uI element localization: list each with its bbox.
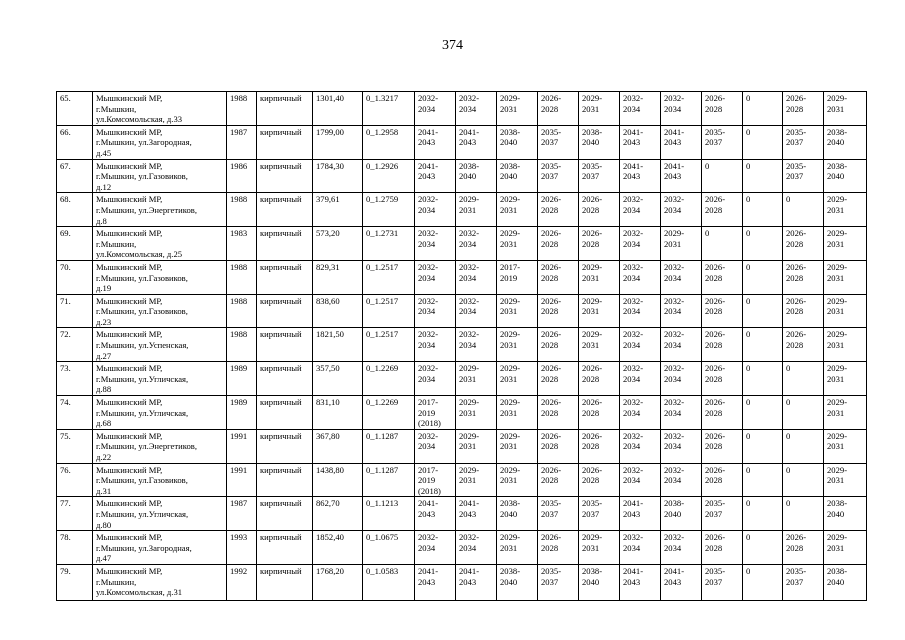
cell-area: 1852,40: [313, 531, 363, 565]
cell-object-code: 0_1.1213: [363, 497, 415, 531]
cell-address: Мышкинский МР, г.Мышкин, ул.Энергетиков, д.8: [93, 193, 227, 227]
cell-address: Мышкинский МР, г.Мышкин, ул.Газовиков, д.31: [93, 463, 227, 497]
cell-period-8: 2026- 2028: [702, 260, 743, 294]
table-row: [57, 463, 867, 497]
cell-row-number: 76.: [57, 463, 93, 497]
page-number: 374: [442, 38, 463, 53]
cell-object-code: 0_1.1287: [363, 463, 415, 497]
table-body: [57, 92, 867, 601]
cell-period-10: 2026- 2028: [783, 227, 824, 261]
cell-period-9: 0: [743, 362, 783, 396]
cell-period-2: 2029- 2031: [456, 463, 497, 497]
cell-period-1: 2041- 2043: [415, 125, 456, 159]
cell-object-code: 0_1.2731: [363, 227, 415, 261]
cell-address: Мышкинский МР, г.Мышкин, ул.Загородная, д.47: [93, 531, 227, 565]
cell-period-5: 2029- 2031: [579, 328, 620, 362]
cell-period-6: 2041- 2043: [620, 125, 661, 159]
cell-object-code: 0_1.0675: [363, 531, 415, 565]
cell-period-6: 2032- 2034: [620, 260, 661, 294]
cell-period-4: 2035- 2037: [538, 497, 579, 531]
table-row: [57, 328, 867, 362]
table-row: [57, 362, 867, 396]
cell-wall-material: кирпичный: [257, 125, 313, 159]
cell-row-number: 65.: [57, 92, 93, 126]
cell-period-3: 2029- 2031: [497, 463, 538, 497]
cell-period-1: 2032- 2034: [415, 193, 456, 227]
cell-period-6: 2032- 2034: [620, 396, 661, 430]
cell-period-7: 2032- 2034: [661, 328, 702, 362]
cell-object-code: 0_1.1287: [363, 429, 415, 463]
cell-period-11: 2029- 2031: [824, 227, 867, 261]
cell-period-9: 0: [743, 564, 783, 600]
cell-object-code: 0_1.2958: [363, 125, 415, 159]
cell-area: 829,31: [313, 260, 363, 294]
cell-area: 573,20: [313, 227, 363, 261]
cell-period-6: 2041- 2043: [620, 159, 661, 193]
cell-period-5: 2026- 2028: [579, 193, 620, 227]
cell-period-11: 2029- 2031: [824, 396, 867, 430]
cell-period-6: 2032- 2034: [620, 227, 661, 261]
cell-period-9: 0: [743, 193, 783, 227]
cell-period-6: 2041- 2043: [620, 497, 661, 531]
cell-period-11: 2029- 2031: [824, 463, 867, 497]
cell-period-6: 2041- 2043: [620, 564, 661, 600]
cell-period-9: 0: [743, 396, 783, 430]
cell-build-year: 1992: [227, 564, 257, 600]
cell-period-9: 0: [743, 328, 783, 362]
cell-period-8: 2035- 2037: [702, 497, 743, 531]
cell-object-code: 0_1.2759: [363, 193, 415, 227]
cell-area: 1438,80: [313, 463, 363, 497]
cell-period-11: 2029- 2031: [824, 92, 867, 126]
cell-object-code: 0_1.2269: [363, 396, 415, 430]
cell-period-2: 2029- 2031: [456, 193, 497, 227]
cell-period-8: 0: [702, 159, 743, 193]
cell-row-number: 71.: [57, 294, 93, 328]
cell-area: 367,80: [313, 429, 363, 463]
cell-wall-material: кирпичный: [257, 92, 313, 126]
cell-period-2: 2041- 2043: [456, 125, 497, 159]
cell-period-11: 2029- 2031: [824, 328, 867, 362]
cell-period-10: 2026- 2028: [783, 294, 824, 328]
cell-period-5: 2026- 2028: [579, 362, 620, 396]
cell-period-3: 2029- 2031: [497, 396, 538, 430]
cell-address: Мышкинский МР, г.Мышкин, ул.Загородная, д.45: [93, 125, 227, 159]
cell-period-1: 2032- 2034: [415, 294, 456, 328]
cell-period-1: 2032- 2034: [415, 260, 456, 294]
cell-period-4: 2026- 2028: [538, 463, 579, 497]
cell-area: 1821,50: [313, 328, 363, 362]
cell-period-11: 2029- 2031: [824, 193, 867, 227]
cell-period-3: 2029- 2031: [497, 429, 538, 463]
cell-period-4: 2035- 2037: [538, 564, 579, 600]
cell-period-2: 2032- 2034: [456, 260, 497, 294]
cell-object-code: 0_1.2926: [363, 159, 415, 193]
cell-period-5: 2026- 2028: [579, 396, 620, 430]
cell-period-4: 2026- 2028: [538, 193, 579, 227]
cell-period-4: 2026- 2028: [538, 92, 579, 126]
table-row: [57, 396, 867, 430]
table-row: [57, 429, 867, 463]
table-row: [57, 125, 867, 159]
cell-period-11: 2038- 2040: [824, 125, 867, 159]
cell-period-8: 2026- 2028: [702, 294, 743, 328]
cell-period-10: 2026- 2028: [783, 531, 824, 565]
cell-period-8: 2026- 2028: [702, 429, 743, 463]
cell-period-1: 2032- 2034: [415, 328, 456, 362]
cell-period-8: 2026- 2028: [702, 396, 743, 430]
cell-period-5: 2026- 2028: [579, 463, 620, 497]
cell-period-3: 2029- 2031: [497, 92, 538, 126]
cell-period-10: 2035- 2037: [783, 125, 824, 159]
cell-period-8: 2035- 2037: [702, 125, 743, 159]
table-row: [57, 92, 867, 126]
cell-period-4: 2026- 2028: [538, 362, 579, 396]
cell-period-9: 0: [743, 429, 783, 463]
cell-area: 838,60: [313, 294, 363, 328]
cell-period-1: 2041- 2043: [415, 159, 456, 193]
table-row: [57, 294, 867, 328]
cell-area: 1799,00: [313, 125, 363, 159]
cell-object-code: 0_1.2517: [363, 328, 415, 362]
cell-period-2: 2032- 2034: [456, 227, 497, 261]
cell-period-10: 0: [783, 193, 824, 227]
cell-period-10: 2035- 2037: [783, 159, 824, 193]
cell-period-9: 0: [743, 125, 783, 159]
table-row: [57, 260, 867, 294]
cell-period-3: 2038- 2040: [497, 159, 538, 193]
table-row: [57, 497, 867, 531]
cell-period-3: 2029- 2031: [497, 227, 538, 261]
cell-period-4: 2035- 2037: [538, 159, 579, 193]
cell-period-5: 2029- 2031: [579, 92, 620, 126]
cell-object-code: 0_1.0583: [363, 564, 415, 600]
cell-period-2: 2038- 2040: [456, 159, 497, 193]
cell-period-9: 0: [743, 227, 783, 261]
table-row: [57, 564, 867, 600]
cell-period-1: 2041- 2043: [415, 564, 456, 600]
cell-period-8: 2026- 2028: [702, 92, 743, 126]
cell-period-4: 2035- 2037: [538, 125, 579, 159]
cell-wall-material: кирпичный: [257, 227, 313, 261]
cell-wall-material: кирпичный: [257, 362, 313, 396]
cell-build-year: 1991: [227, 429, 257, 463]
cell-wall-material: кирпичный: [257, 396, 313, 430]
cell-period-2: 2032- 2034: [456, 531, 497, 565]
cell-period-11: 2029- 2031: [824, 362, 867, 396]
cell-period-7: 2041- 2043: [661, 159, 702, 193]
cell-object-code: 0_1.2517: [363, 260, 415, 294]
cell-period-6: 2032- 2034: [620, 294, 661, 328]
cell-period-8: 2026- 2028: [702, 328, 743, 362]
cell-period-9: 0: [743, 463, 783, 497]
cell-period-7: 2032- 2034: [661, 396, 702, 430]
cell-build-year: 1988: [227, 260, 257, 294]
cell-build-year: 1987: [227, 125, 257, 159]
cell-period-9: 0: [743, 92, 783, 126]
cell-period-6: 2032- 2034: [620, 92, 661, 126]
cell-period-3: 2029- 2031: [497, 193, 538, 227]
cell-build-year: 1993: [227, 531, 257, 565]
cell-address: Мышкинский МР, г.Мышкин, ул.Угличская, д.88: [93, 362, 227, 396]
cell-row-number: 77.: [57, 497, 93, 531]
cell-row-number: 72.: [57, 328, 93, 362]
cell-period-7: 2032- 2034: [661, 260, 702, 294]
cell-row-number: 70.: [57, 260, 93, 294]
cell-period-2: 2032- 2034: [456, 294, 497, 328]
cell-area: 831,10: [313, 396, 363, 430]
cell-period-5: 2029- 2031: [579, 531, 620, 565]
cell-period-3: 2038- 2040: [497, 125, 538, 159]
cell-period-10: 2026- 2028: [783, 92, 824, 126]
cell-period-3: 2029- 2031: [497, 294, 538, 328]
cell-address: Мышкинский МР, г.Мышкин, ул.Газовиков, д.19: [93, 260, 227, 294]
table-row: [57, 159, 867, 193]
cell-row-number: 67.: [57, 159, 93, 193]
cell-period-9: 0: [743, 159, 783, 193]
cell-period-7: 2038- 2040: [661, 497, 702, 531]
cell-period-5: 2038- 2040: [579, 125, 620, 159]
cell-period-8: 2035- 2037: [702, 564, 743, 600]
cell-period-4: 2026- 2028: [538, 294, 579, 328]
cell-period-3: 2038- 2040: [497, 564, 538, 600]
cell-area: 357,50: [313, 362, 363, 396]
cell-address: Мышкинский МР, г.Мышкин, ул.Энергетиков, д.22: [93, 429, 227, 463]
cell-build-year: 1983: [227, 227, 257, 261]
cell-wall-material: кирпичный: [257, 531, 313, 565]
cell-period-1: 2032- 2034: [415, 227, 456, 261]
cell-wall-material: кирпичный: [257, 497, 313, 531]
cell-period-5: 2029- 2031: [579, 260, 620, 294]
cell-period-7: 2041- 2043: [661, 125, 702, 159]
cell-period-6: 2032- 2034: [620, 362, 661, 396]
cell-period-7: 2041- 2043: [661, 564, 702, 600]
cell-period-1: 2032- 2034: [415, 362, 456, 396]
cell-period-10: 2035- 2037: [783, 564, 824, 600]
cell-period-3: 2029- 2031: [497, 362, 538, 396]
cell-row-number: 73.: [57, 362, 93, 396]
cell-period-9: 0: [743, 531, 783, 565]
cell-period-2: 2032- 2034: [456, 92, 497, 126]
cell-period-3: 2029- 2031: [497, 531, 538, 565]
cell-wall-material: кирпичный: [257, 193, 313, 227]
cell-period-9: 0: [743, 497, 783, 531]
cell-wall-material: кирпичный: [257, 429, 313, 463]
cell-period-5: 2038- 2040: [579, 564, 620, 600]
cell-object-code: 0_1.2517: [363, 294, 415, 328]
cell-object-code: 0_1.3217: [363, 92, 415, 126]
table-row: [57, 531, 867, 565]
cell-row-number: 74.: [57, 396, 93, 430]
cell-object-code: 0_1.2269: [363, 362, 415, 396]
cell-period-5: 2026- 2028: [579, 227, 620, 261]
cell-area: 1301,40: [313, 92, 363, 126]
cell-period-5: 2029- 2031: [579, 294, 620, 328]
cell-build-year: 1989: [227, 396, 257, 430]
cell-area: 1768,20: [313, 564, 363, 600]
cell-period-6: 2032- 2034: [620, 463, 661, 497]
cell-build-year: 1988: [227, 294, 257, 328]
cell-wall-material: кирпичный: [257, 564, 313, 600]
cell-period-3: 2017- 2019: [497, 260, 538, 294]
cell-period-8: 2026- 2028: [702, 362, 743, 396]
cell-address: Мышкинский МР, г.Мышкин, ул.Комсомольская, д.31: [93, 564, 227, 600]
cell-period-11: 2029- 2031: [824, 294, 867, 328]
cell-period-2: 2029- 2031: [456, 396, 497, 430]
cell-period-10: 0: [783, 429, 824, 463]
cell-period-2: 2041- 2043: [456, 497, 497, 531]
cell-period-4: 2026- 2028: [538, 531, 579, 565]
cell-wall-material: кирпичный: [257, 294, 313, 328]
cell-period-7: 2032- 2034: [661, 463, 702, 497]
cell-period-6: 2032- 2034: [620, 193, 661, 227]
cell-period-10: 0: [783, 362, 824, 396]
cell-period-6: 2032- 2034: [620, 531, 661, 565]
cell-row-number: 78.: [57, 531, 93, 565]
cell-period-5: 2026- 2028: [579, 429, 620, 463]
cell-period-8: 2026- 2028: [702, 531, 743, 565]
cell-wall-material: кирпичный: [257, 328, 313, 362]
cell-build-year: 1988: [227, 193, 257, 227]
cell-period-6: 2032- 2034: [620, 328, 661, 362]
cell-wall-material: кирпичный: [257, 159, 313, 193]
cell-period-7: 2032- 2034: [661, 531, 702, 565]
cell-period-10: 0: [783, 463, 824, 497]
cell-period-4: 2026- 2028: [538, 396, 579, 430]
cell-period-7: 2032- 2034: [661, 429, 702, 463]
cell-period-10: 0: [783, 497, 824, 531]
cell-period-1: 2032- 2034: [415, 531, 456, 565]
cell-row-number: 68.: [57, 193, 93, 227]
cell-period-11: 2029- 2031: [824, 429, 867, 463]
cell-period-10: 2026- 2028: [783, 328, 824, 362]
cell-row-number: 75.: [57, 429, 93, 463]
cell-address: Мышкинский МР, г.Мышкин, ул.Комсомольская, д.25: [93, 227, 227, 261]
cell-wall-material: кирпичный: [257, 463, 313, 497]
cell-period-11: 2038- 2040: [824, 564, 867, 600]
cell-area: 1784,30: [313, 159, 363, 193]
cell-area: 862,70: [313, 497, 363, 531]
cell-period-10: 0: [783, 396, 824, 430]
cell-period-3: 2038- 2040: [497, 497, 538, 531]
cell-period-9: 0: [743, 260, 783, 294]
cell-period-2: 2041- 2043: [456, 564, 497, 600]
cell-build-year: 1987: [227, 497, 257, 531]
cell-period-8: 2026- 2028: [702, 193, 743, 227]
cell-address: Мышкинский МР, г.Мышкин, ул.Угличская, д.80: [93, 497, 227, 531]
cell-period-4: 2026- 2028: [538, 227, 579, 261]
cell-period-4: 2026- 2028: [538, 328, 579, 362]
cell-period-2: 2029- 2031: [456, 362, 497, 396]
housing-repair-schedule-table: [56, 91, 867, 601]
cell-build-year: 1986: [227, 159, 257, 193]
cell-address: Мышкинский МР, г.Мышкин, ул.Угличская, д.68: [93, 396, 227, 430]
cell-period-11: 2029- 2031: [824, 260, 867, 294]
cell-period-2: 2032- 2034: [456, 328, 497, 362]
cell-period-7: 2032- 2034: [661, 193, 702, 227]
cell-period-8: 2026- 2028: [702, 463, 743, 497]
cell-period-1: 2032- 2034: [415, 429, 456, 463]
cell-period-5: 2035- 2037: [579, 497, 620, 531]
cell-period-4: 2026- 2028: [538, 429, 579, 463]
cell-period-2: 2029- 2031: [456, 429, 497, 463]
cell-address: Мышкинский МР, г.Мышкин, ул.Успенская, д.27: [93, 328, 227, 362]
cell-period-9: 0: [743, 294, 783, 328]
cell-period-4: 2026- 2028: [538, 260, 579, 294]
cell-period-7: 2032- 2034: [661, 92, 702, 126]
cell-build-year: 1989: [227, 362, 257, 396]
cell-row-number: 79.: [57, 564, 93, 600]
cell-period-8: 0: [702, 227, 743, 261]
cell-period-7: 2032- 2034: [661, 362, 702, 396]
cell-period-11: 2038- 2040: [824, 159, 867, 193]
cell-row-number: 66.: [57, 125, 93, 159]
cell-period-1: 2017- 2019 (2018): [415, 463, 456, 497]
cell-period-7: 2029- 2031: [661, 227, 702, 261]
cell-period-5: 2035- 2037: [579, 159, 620, 193]
cell-build-year: 1988: [227, 92, 257, 126]
cell-build-year: 1988: [227, 328, 257, 362]
cell-address: Мышкинский МР, г.Мышкин, ул.Газовиков, д.23: [93, 294, 227, 328]
cell-area: 379,61: [313, 193, 363, 227]
cell-period-1: 2041- 2043: [415, 497, 456, 531]
cell-period-11: 2029- 2031: [824, 531, 867, 565]
cell-address: Мышкинский МР, г.Мышкин, ул.Газовиков, д.12: [93, 159, 227, 193]
cell-wall-material: кирпичный: [257, 260, 313, 294]
cell-period-3: 2029- 2031: [497, 328, 538, 362]
table-row: [57, 227, 867, 261]
cell-period-7: 2032- 2034: [661, 294, 702, 328]
cell-period-1: 2032- 2034: [415, 92, 456, 126]
table-row: [57, 193, 867, 227]
cell-period-11: 2038- 2040: [824, 497, 867, 531]
cell-period-1: 2017- 2019 (2018): [415, 396, 456, 430]
cell-period-6: 2032- 2034: [620, 429, 661, 463]
cell-row-number: 69.: [57, 227, 93, 261]
cell-period-10: 2026- 2028: [783, 260, 824, 294]
cell-address: Мышкинский МР, г.Мышкин, ул.Комсомольская, д.33: [93, 92, 227, 126]
cell-build-year: 1991: [227, 463, 257, 497]
